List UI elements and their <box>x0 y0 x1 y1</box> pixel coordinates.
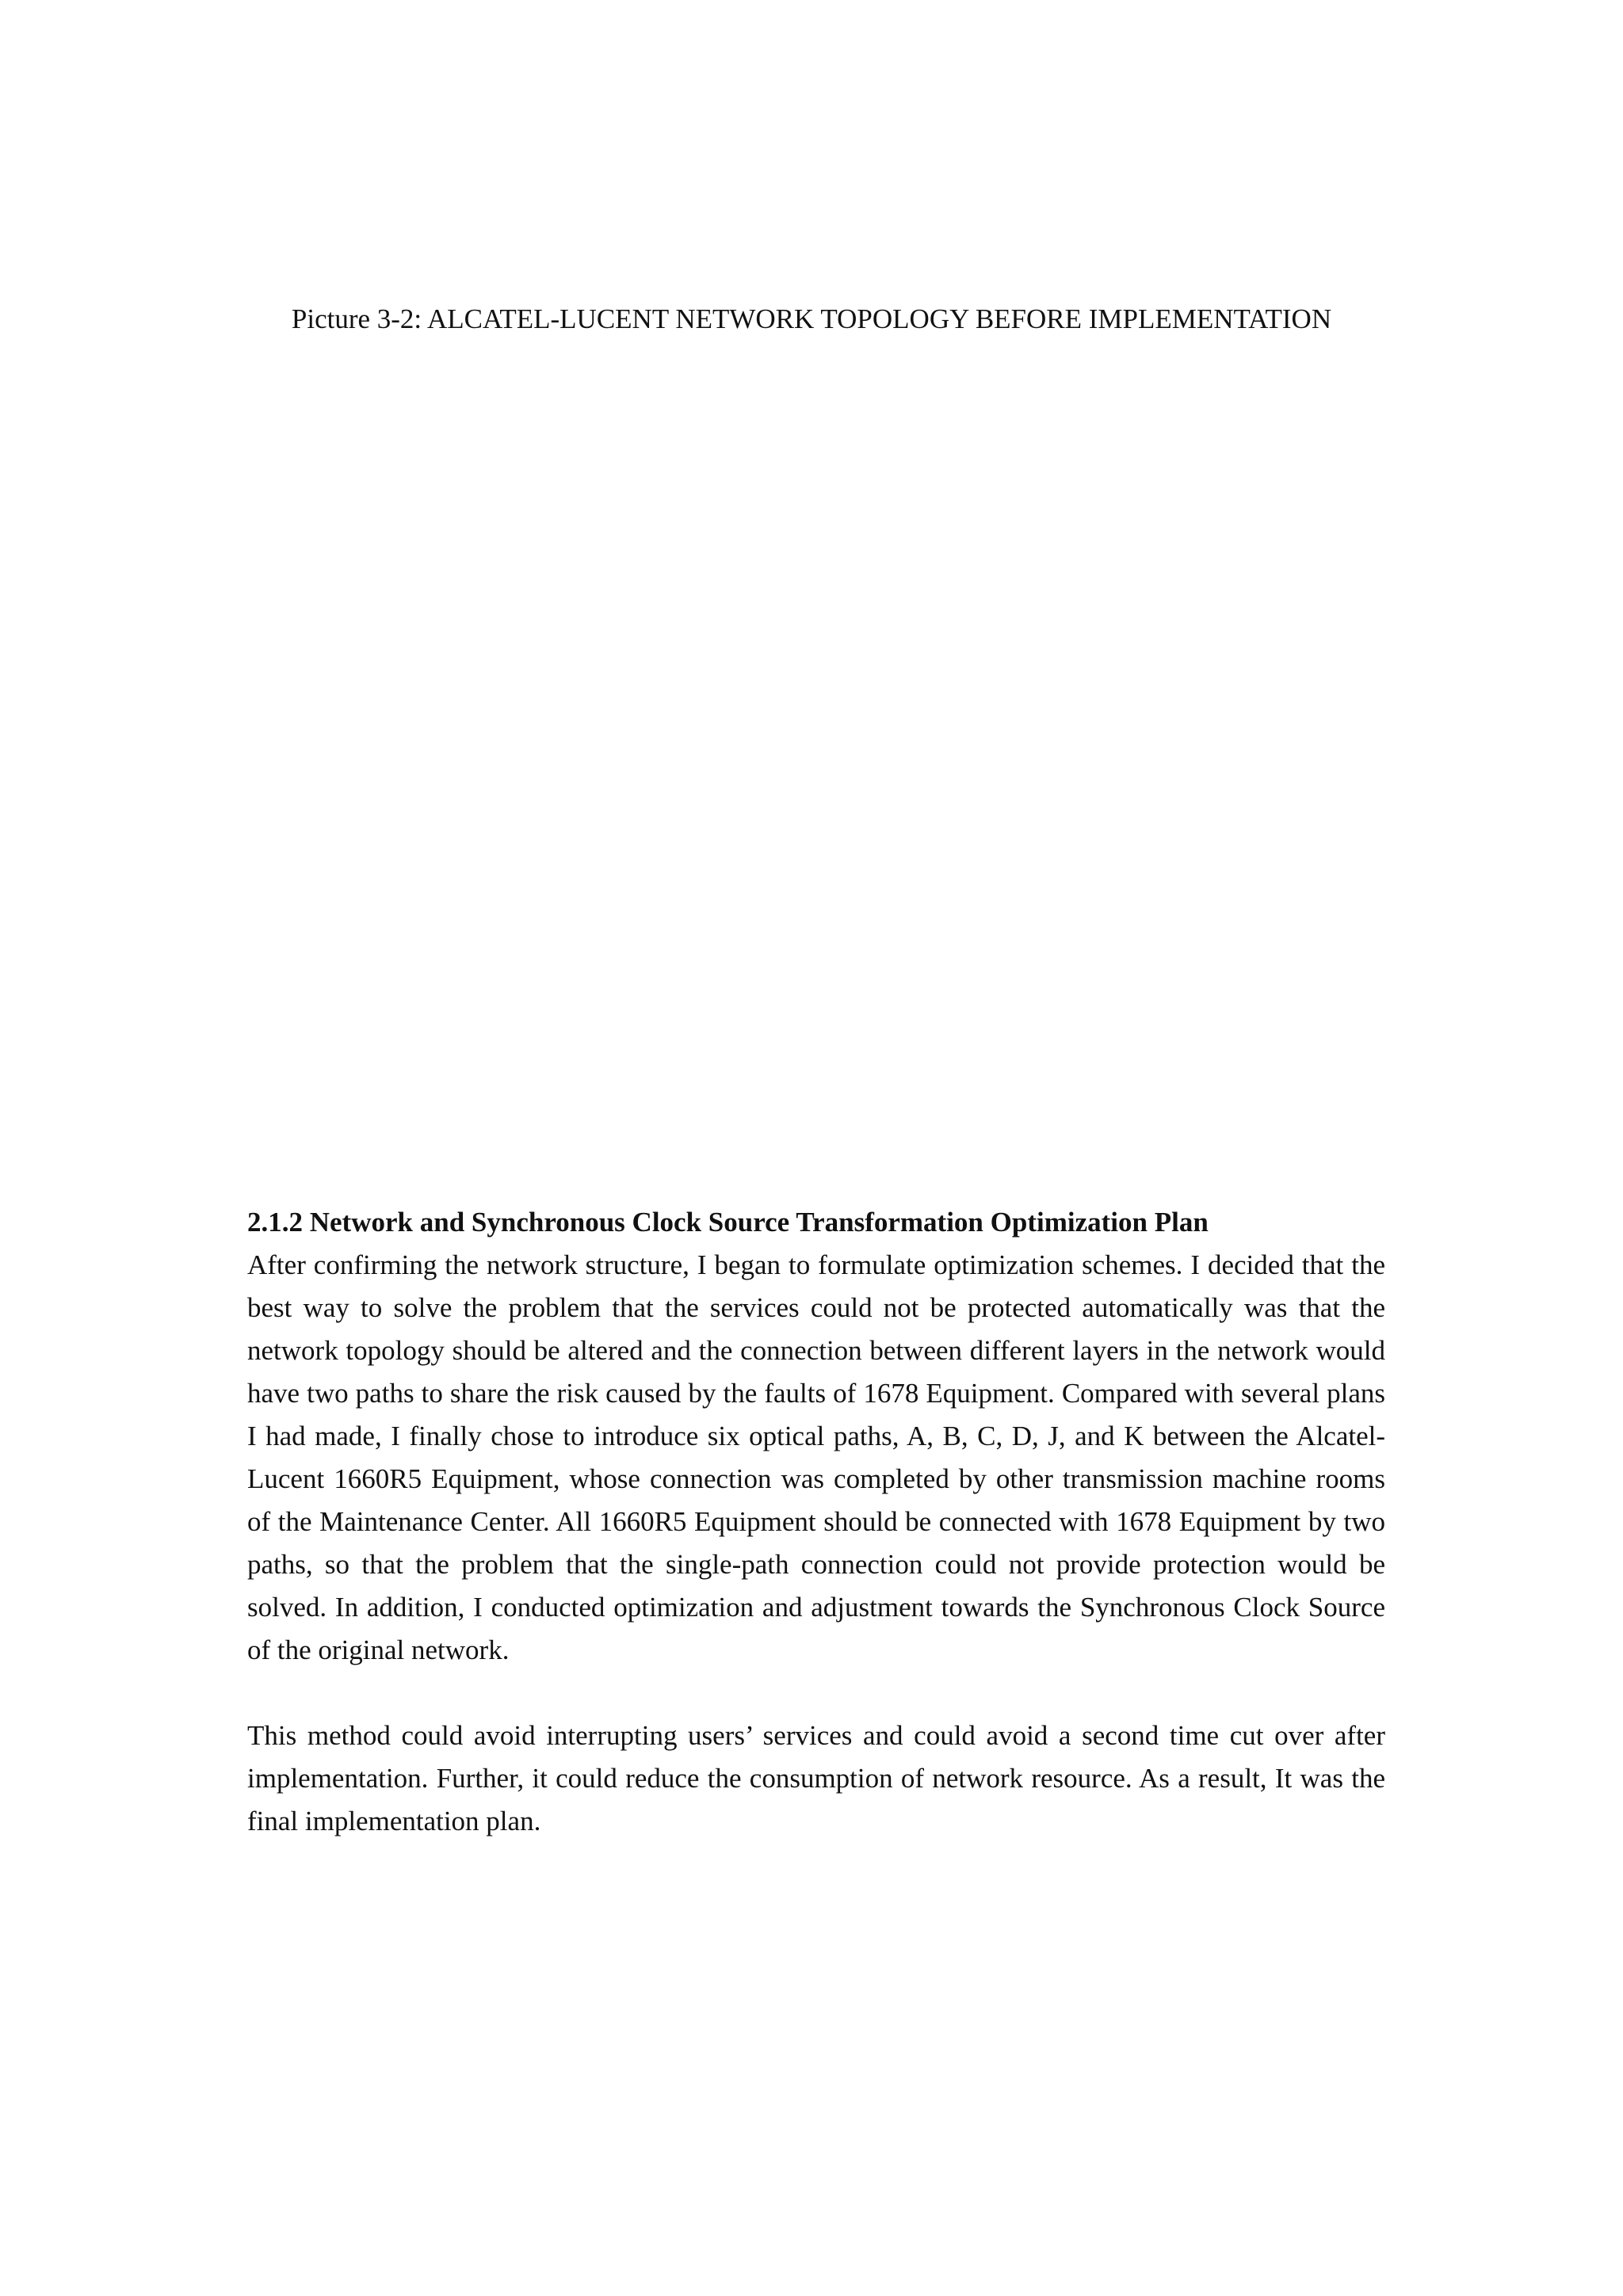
section-heading: 2.1.2 Network and Synchronous Clock Source Transformation Optimization Plan <box>247 1207 1209 1238</box>
body-paragraph-1: After confirming the network structure, I began to formulate optimization schemes. I decided that the best way to solve the problem that the services could not be protected automatically was that the network topology should be altered and the connection between different layers in the network would have two paths to share the risk caused by the faults of 1678 Equipment. Compared with several plans I had made, I finally chose to introduce six optical paths, A, B, C, D, J, and K between the Alcatel-Lucent 1660R5 Equipment, whose connection was completed by other transmission machine rooms of the Maintenance Center. All 1660R5 Equipment should be connected with 1678 Equipment by two paths, so that the problem that the single-path connection could not provide protection would be solved. In addition, I conducted optimization and adjustment towards the Synchronous Clock Source of the original network. <box>247 1249 1385 1665</box>
section-content <box>247 1201 1385 1843</box>
figure-caption: Picture 3-2: ALCATEL-LUCENT NETWORK TOPOLOGY BEFORE IMPLEMENTATION <box>291 303 1332 334</box>
network-topology-figure-area <box>247 372 1385 1180</box>
body-paragraph-2: This method could avoid interrupting users’ services and could avoid a second time cut over after implementation. Further, it could reduce the consumption of network resource. As a result, It was the final implementation plan. <box>247 1720 1385 1836</box>
